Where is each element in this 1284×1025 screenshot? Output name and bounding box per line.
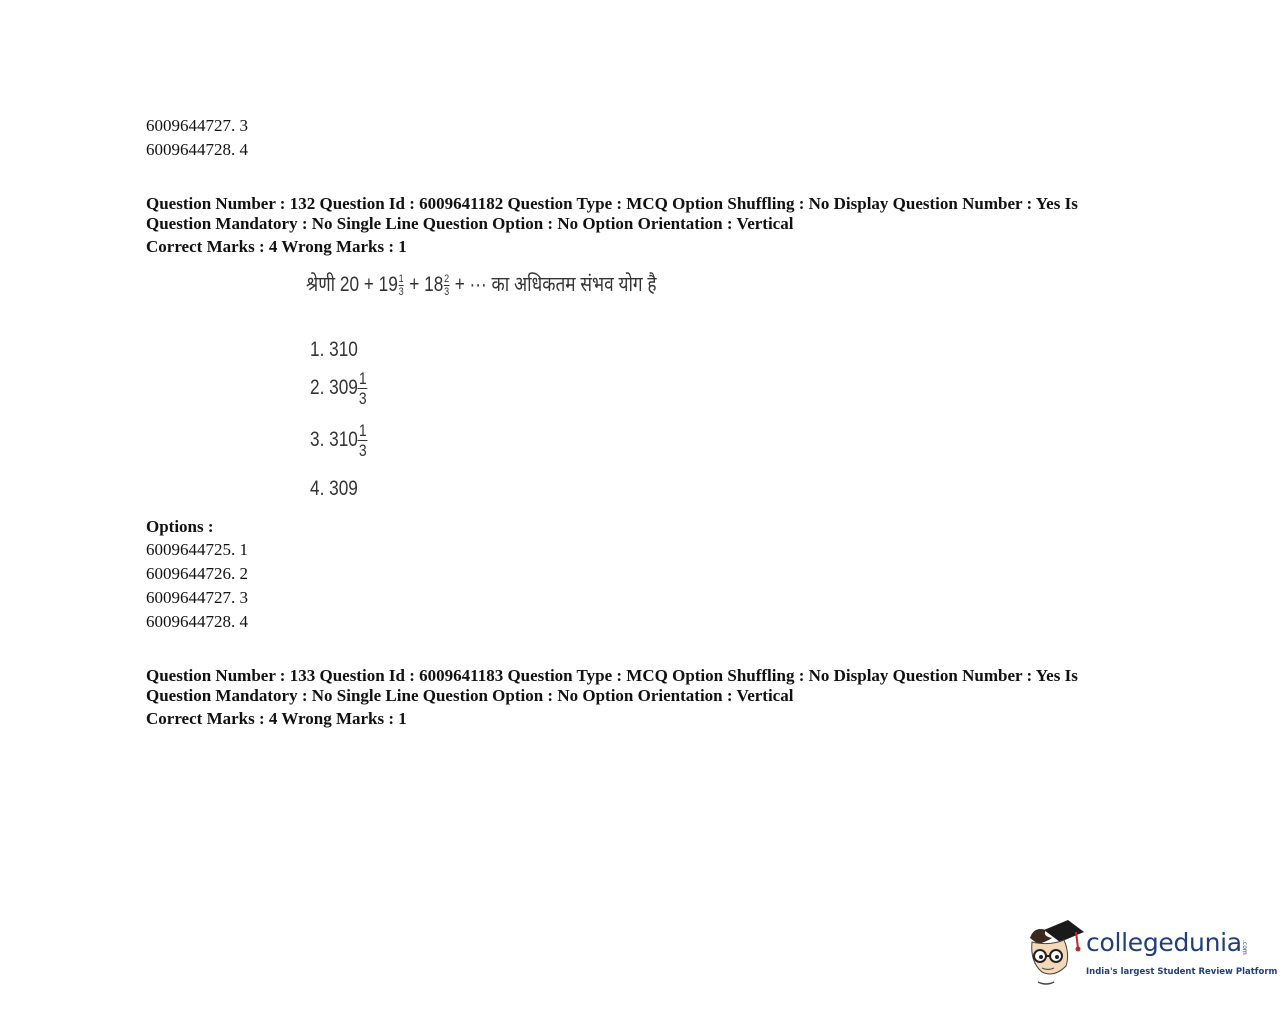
options-heading: Options : xyxy=(146,517,214,536)
image-option-2: 2. $309\frac{1}{3}$ xyxy=(310,369,367,408)
q132-header-line1: Question Number : 132 Question Id : 6009641182 Question Type : MCQ Option Shuffling : No Display Question Number : Yes Is xyxy=(146,194,1078,213)
question-stem: श्रेणी $20 + 19\frac{1}{3}$ + $18\frac{2}{3}$ + ··· का अधिकतम संभव योग है xyxy=(306,272,657,298)
q132-marks: Correct Marks : 4 Wrong Marks : 1 xyxy=(146,237,407,256)
brand-dotcom: .com xyxy=(1241,940,1248,955)
q132-header-line2: Question Mandatory : No Single Line Question Option : No Option Orientation : Vertical xyxy=(146,214,794,233)
collegedunia-logo xyxy=(1024,916,1278,990)
q133-header-line2: Question Mandatory : No Single Line Question Option : No Option Orientation : Vertical xyxy=(146,686,794,705)
option-4: 6009644728. 4 xyxy=(146,612,248,631)
prev-option-4: 6009644728. 4 xyxy=(146,140,248,159)
image-option-3: 3. $310\frac{1}{3}$ xyxy=(310,421,367,460)
image-option-4: 4. 309 xyxy=(310,477,358,500)
option-1: 6009644725. 1 xyxy=(146,540,248,559)
q133-header-line1: Question Number : 133 Question Id : 6009641183 Question Type : MCQ Option Shuffling : No Display Question Number : Yes Is xyxy=(146,666,1078,685)
option-2: 6009644726. 2 xyxy=(146,564,248,583)
q133-marks: Correct Marks : 4 Wrong Marks : 1 xyxy=(146,709,407,728)
brand-tagline: India's largest Student Review Platform xyxy=(1086,967,1278,977)
brand-name: collegedunia xyxy=(1086,928,1242,957)
mascot-icon xyxy=(1024,916,1086,990)
prev-option-3: 6009644727. 3 xyxy=(146,116,248,135)
image-option-1: 1. 310 xyxy=(310,338,358,361)
option-3: 6009644727. 3 xyxy=(146,588,248,607)
